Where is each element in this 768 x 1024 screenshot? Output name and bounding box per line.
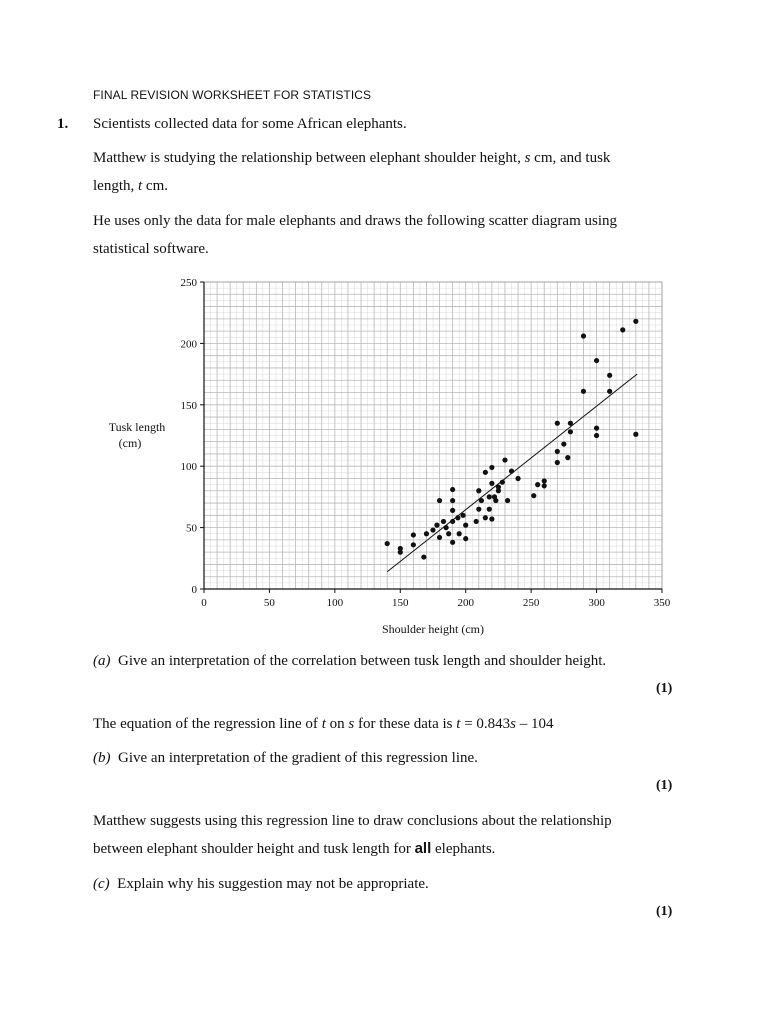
data-point: [607, 373, 612, 378]
chart-grid-minor: [204, 282, 662, 589]
data-point: [581, 389, 586, 394]
data-point: [450, 508, 455, 513]
worksheet-title: FINAL REVISION WORKSHEET FOR STATISTICS: [93, 88, 372, 102]
y-axis-label-line1: Tusk length: [108, 420, 166, 434]
data-point: [430, 527, 435, 532]
x-tick-label: 0: [201, 597, 207, 609]
data-point: [568, 429, 573, 434]
data-point: [555, 460, 560, 465]
x-tick-label: 50: [263, 597, 275, 609]
data-point: [555, 421, 560, 426]
data-point: [565, 455, 570, 460]
question-number: 1.: [57, 116, 69, 132]
data-point: [633, 432, 638, 437]
data-point: [505, 498, 510, 503]
x-tick-label: 100: [326, 597, 344, 609]
data-point: [411, 542, 416, 547]
data-point: [561, 441, 566, 446]
data-point: [489, 465, 494, 470]
data-point: [489, 516, 494, 521]
data-point: [502, 457, 507, 462]
part-a: (a) Give an interpretation of the correlation between tusk length and shoulder height.: [93, 653, 607, 669]
x-tick-label: 200: [457, 597, 474, 609]
data-point: [424, 531, 429, 536]
data-point: [555, 449, 560, 454]
x-axis-label: Shoulder height (cm): [382, 622, 484, 636]
part-a-marks: (1): [656, 681, 673, 696]
data-point: [437, 535, 442, 540]
x-tick-label: 350: [653, 597, 671, 609]
data-point: [483, 470, 488, 475]
data-point: [455, 515, 460, 520]
context-paragraph-1: Matthew is studying the relationship between elephant shoulder height, s cm, and tusk length, t cm.: [93, 150, 611, 194]
x-tick-label: 150: [392, 597, 409, 609]
data-point: [493, 498, 498, 503]
scatter-diagram: [90, 270, 690, 640]
data-point: [483, 515, 488, 520]
data-point: [568, 421, 573, 426]
y-tick-label: 100: [180, 461, 197, 474]
data-point: [594, 433, 599, 438]
data-point: [479, 498, 484, 503]
data-point: [474, 519, 479, 524]
part-c-marks: (1): [656, 904, 673, 919]
data-point: [607, 389, 612, 394]
y-axis-label-line2: (cm): [118, 436, 142, 450]
regression-equation: The equation of the regression line of t on s for these data is t = 0.843s – 104: [93, 716, 554, 732]
data-point: [446, 531, 451, 536]
y-tick-label: 0: [191, 584, 197, 596]
data-point: [487, 494, 492, 499]
data-point: [620, 327, 625, 332]
data-point: [437, 498, 442, 503]
data-point: [443, 525, 448, 530]
context-paragraph-2: He uses only the data for male elephants and draws the following scatter diagram using statistical software.: [93, 213, 618, 257]
data-point: [542, 478, 547, 483]
chart-ticks: [181, 277, 671, 609]
x-tick-label: 250: [522, 597, 540, 609]
data-point: [385, 541, 390, 546]
data-point: [441, 519, 446, 524]
data-point: [450, 540, 455, 545]
part-b: (b) Give an interpretation of the gradient of this regression line.: [93, 750, 478, 766]
data-point: [509, 469, 514, 474]
data-point: [581, 333, 586, 338]
data-point: [411, 532, 416, 537]
part-c: (c) Explain why his suggestion may not be appropriate.: [93, 876, 429, 892]
y-tick-label: 250: [180, 277, 197, 289]
data-point: [463, 536, 468, 541]
data-point: [398, 550, 403, 555]
data-point: [594, 358, 599, 363]
part-b-marks: (1): [656, 778, 673, 793]
question-intro: Scientists collected data for some African elephants.: [93, 116, 407, 132]
data-point: [434, 523, 439, 528]
data-point: [450, 487, 455, 492]
data-point: [594, 426, 599, 431]
data-point: [476, 507, 481, 512]
data-point: [421, 554, 426, 559]
y-tick-label: 50: [186, 522, 197, 535]
data-point: [496, 484, 501, 489]
data-point: [460, 513, 465, 518]
data-point: [633, 319, 638, 324]
y-tick-label: 200: [180, 338, 197, 351]
data-point: [489, 481, 494, 486]
data-point: [531, 493, 536, 498]
suggestion-paragraph: Matthew suggests using this regression line to draw conclusions about the relationship between elephant shoulder height and tusk length for all elephants.: [93, 813, 612, 857]
data-point: [450, 519, 455, 524]
data-point: [457, 531, 462, 536]
data-point: [463, 523, 468, 528]
data-point: [500, 480, 505, 485]
data-point: [515, 476, 520, 481]
data-point: [535, 482, 540, 487]
data-point: [487, 507, 492, 512]
y-tick-label: 150: [180, 399, 197, 412]
data-point: [450, 498, 455, 503]
data-point: [476, 488, 481, 493]
data-point: [542, 483, 547, 488]
x-tick-label: 300: [588, 597, 605, 609]
